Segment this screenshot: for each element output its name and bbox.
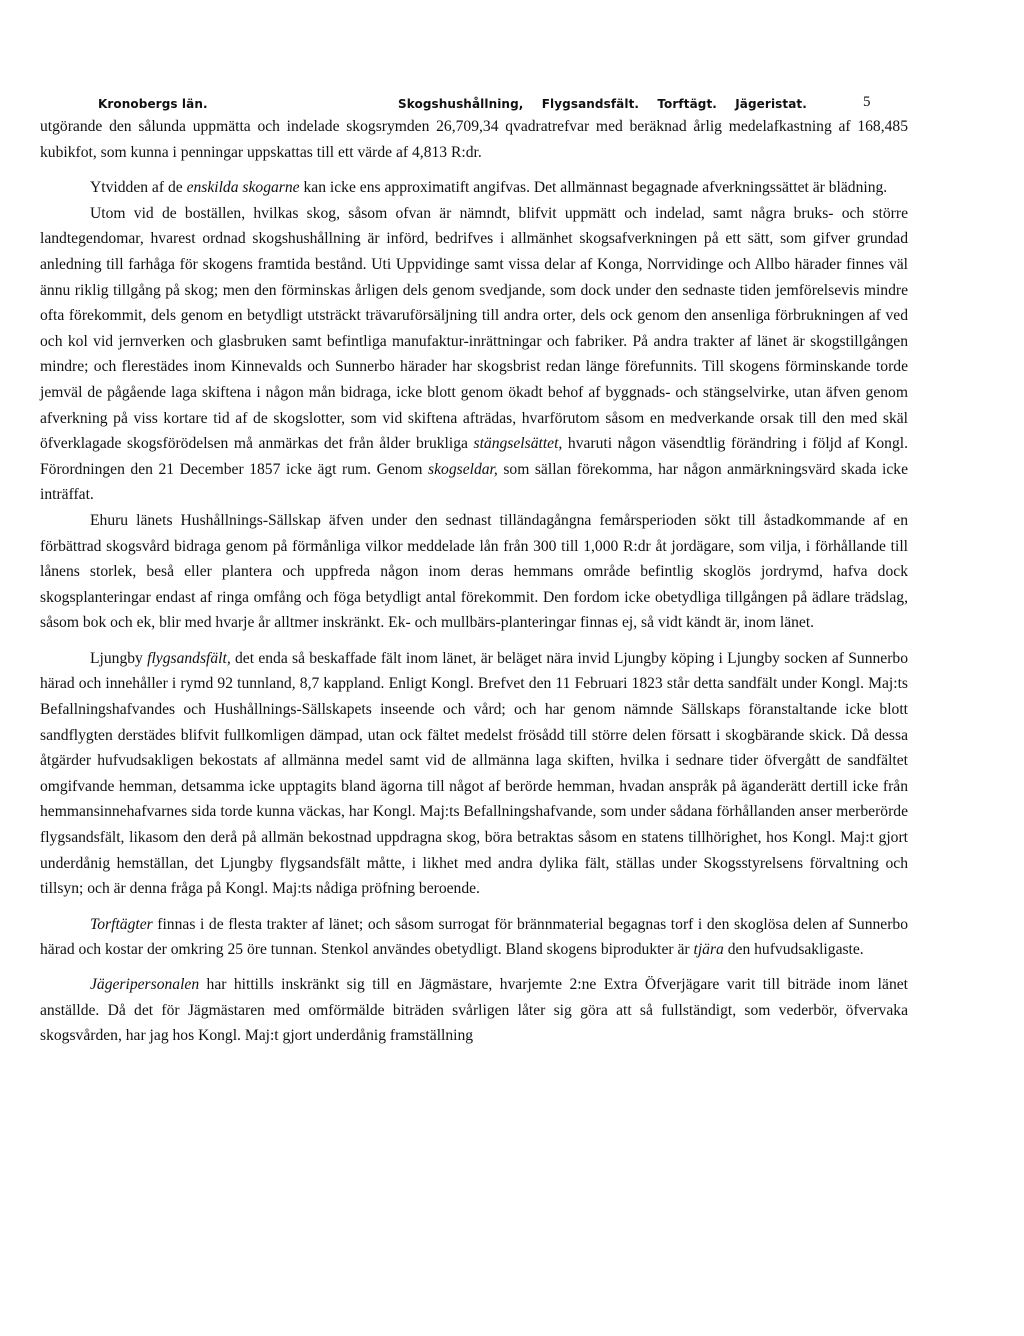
header-topic: Flygsandsfält. bbox=[541, 97, 640, 111]
emphasis: flygsandsfält, bbox=[147, 649, 231, 667]
paragraph-4 bbox=[40, 508, 908, 636]
header-topic: Skogshushållning, bbox=[398, 97, 524, 111]
text-run: Utom vid de boställen, hvilkas skog, såsom ofvan är nämndt, blifvit uppmätt och indelad, samt några bruks- och större landtegendomar, hvarest ordnad skogshushållning är införd, bedrifves i allmänhet skogsafverkningen på ett sätt, som gifver grundad anledning till farhåga för skogens framtida bestånd. Uti Uppvidinge samt vissa delar af Konga, Norrvidinge och Allbo härader finnes väl ännu riklig tillgång på skog; men den förminskas årligen dels genom svedjande, som dock under den sednaste tiden jemförelsevis mindre ofta förekommit, dels genom en betydligt utsträckt trävaruförsäljning till andra orter, dels ock genom den ansenliga förbrukningen af ved och kol vid jernverken och glasbruken samt befintliga manufaktur-inrättningar och fabriker. På andra trakter af länet är skogstillgången mindre; och flerestädes inom Kinnevalds och Sunnerbo härader har skogsbrist redan länge förefunnits. Till skogens förminskande torde jemväl de pågående laga skiftena i någon mån bidraga, icke blott genom ökadt behof af byggnads- och stängselvirke, utan äfven genom afverkning på viss kortare tid af de skogslotter, som vid skiftena afträdas, hvarförutom såsom en medverkande orsak till den med skäl öfverklagade skogsförödelsen må anmärkas det från ålder brukliga bbox=[40, 204, 908, 453]
text-run: det enda så beskaffade fält inom länet, är beläget nära invid Ljungby köping i Ljungby socken af Sunnerbo härad och innehåller i rymd 92 tunnland, 8,7 kappland. Enligt Kongl. Brefvet den 11 Februari 1823 står detta sandfält under Kongl. Maj:ts Befallningshafvandes och Hushållnings-Sällskapets inseende och vård; och har genom nämnde Sällskaps föranstaltande icke blott sandflygten derstädes blifvit fullkomligen dämpad, utan ock fältet medelst frösådd till större delen försatt i skogbärande skick. Då dessa åtgärder hufvudsakligen bekostats af allmänna medel samt vid de allmänna laga skiften, hvilka i sednare tider öfvergått de sandfältet omgifvande hemman, detsamma icke upptagits bland ägorna till något af berörde hemman, hvadan anspråk på äganderätt dertill icke från hemmansinnehafvarnes sida torde kunna väckas, har Kongl. Maj:ts Befallningshafvande, som under sådana förhållanden anser merberörde flygsandsfält, likasom den derå på allmän bekostnad uppdragna skog, böra betraktas såsom en statens tillhörighet, hos Kongl. Maj:t gjort underdånig hemställan, det Ljungby flygsandsfält måtte, i likhet med andra dylika fält, ställas under Skogsstyrelsens förvaltning och tillsyn; och är denna fråga på Kongl. Maj:ts nådiga pröfning beroende. bbox=[40, 649, 908, 898]
running-header bbox=[40, 88, 908, 114]
text-run: har hittills inskränkt sig till en Jägmästare, hvarjemte 2:ne Extra Öfverjägare varit till biträde inom länet anställde. Då det för Jägmästaren med omförmälde biträden svårligen låter sig göra att så fullständigt, som vederbör, öfvervaka skogsvården, har jag hos Kongl. Maj:t gjort underdånig framställning bbox=[40, 976, 908, 1045]
text-run: hvaruti någon väsendtlig förändring i följd af Kongl. Förordningen den 21 December 1857 icke ägt rum. Genom bbox=[40, 435, 908, 478]
emphasis: stängselsättet, bbox=[473, 435, 563, 453]
header-topic: Jägeristat. bbox=[735, 97, 807, 111]
header-topic: Torftägt. bbox=[657, 97, 717, 111]
paragraph-2 bbox=[40, 175, 908, 201]
text-run: kan icke ens approximatift angifvas. Det allmännast begagnade afverkningssättet är blädning. bbox=[299, 179, 888, 197]
text-run: Ytvidden af de bbox=[90, 179, 187, 197]
emphasis: enskilda skogarne bbox=[186, 179, 300, 197]
text-run: Ljungby bbox=[90, 649, 148, 667]
paragraph-1 bbox=[40, 114, 908, 165]
paragraph-7 bbox=[40, 972, 908, 1049]
text-run: Ehuru länets Hushållnings-Sällskap äfven under den sednast tilländagångna femårsperioden sökt till åstadkommande af en förbättrad skogsvård bidraga genom på förmånliga vilkor meddelade lån från 300 till 1,000 R:dr åt jordägare, som vilja, i förhållande till lånens storlek, beså eller plantera och uppfreda någon inom deras hemmans område befintlig skoglös jordrymd, hafva dock skogsplanteringar endast af ringa omfång och föga betydligt antal förekommit. Den fordom icke obetydliga tillgången på ädlare trädslag, såsom bok och ek, blir med hvarje år alltmer inskränkt. Ek- och mullbärs-planteringar finnas ej, så vidt kändt är, inom länet. bbox=[40, 511, 908, 632]
header-county: Kronobergs län. bbox=[98, 97, 208, 111]
document-page bbox=[40, 88, 908, 1049]
paragraph-3 bbox=[40, 201, 908, 508]
header-topics bbox=[398, 92, 821, 118]
page-number: 5 bbox=[863, 94, 871, 110]
text-run: utgörande den sålunda uppmätta och indelade skogsrymden 26,709,34 qvadratrefvar med beräknad årlig medelafkastning af 168,485 kubikfot, som kunna i penningar uppskattas till ett värde af 4,813 R:dr. bbox=[40, 118, 908, 161]
text-run: finnas i de flesta trakter af länet; och såsom surrogat för brännmaterial begagnas torf i den skoglösa delen af Sunnerbo härad och kostar der omkring 25 öre tunnan. Stenkol användes obetydligt. Bland skogens biprodukter är bbox=[40, 915, 908, 959]
emphasis: Jägeripersonalen bbox=[90, 976, 200, 993]
emphasis: skogseldar, bbox=[428, 460, 498, 478]
paragraph-5 bbox=[40, 646, 908, 902]
text-run: som sällan förekomma, har någon anmärkningsvärd skada icke inträffat. bbox=[40, 460, 908, 504]
text-run: den hufvudsakligaste. bbox=[723, 941, 864, 959]
paragraph-6 bbox=[40, 912, 908, 963]
emphasis: tjära bbox=[693, 941, 724, 959]
emphasis: Torftägter bbox=[90, 915, 153, 933]
